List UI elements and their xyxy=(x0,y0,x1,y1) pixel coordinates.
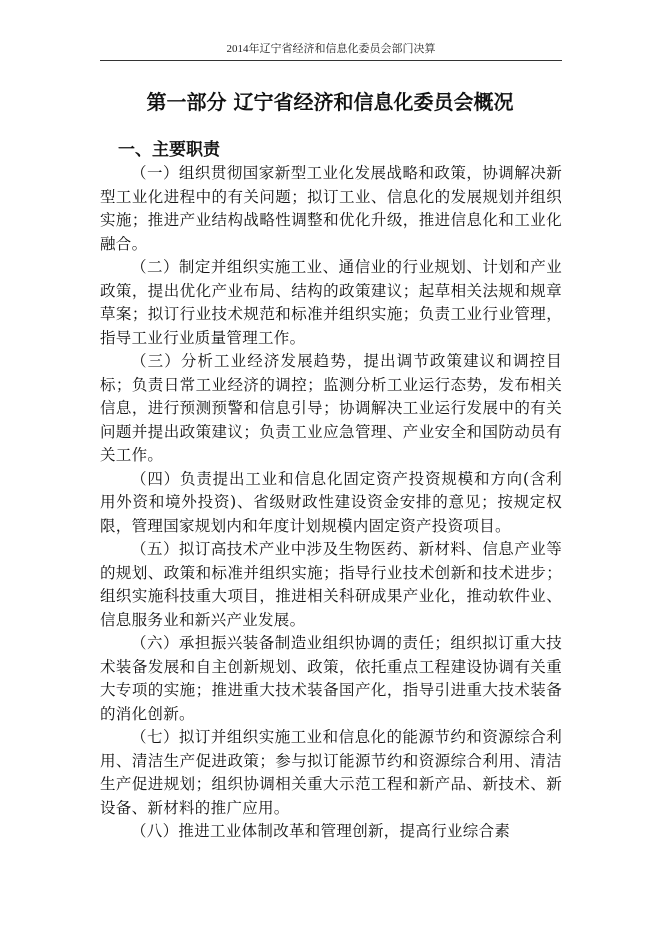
page-header: 2014年辽宁省经济和信息化委员会部门决算 xyxy=(226,43,436,55)
header-divider xyxy=(100,60,562,61)
duty-paragraph-5: （五）拟订高技术产业中涉及生物医药、新材料、信息产业等的规划、政策和标准并组织实施；指导行业技术创新和技术进步；组织实施科技重大项目，推进相关科研成果产业化，推动软件业、信息服务业和新兴产业发展。 xyxy=(100,540,562,629)
duty-paragraph-6: （六）承担振兴装备制造业组织协调的责任；组织拟订重大技术装备发展和自主创新规划、政策，依托重点工程建设协调有关重大专项的实施；推进重大技术装备国产化，指导引进重大技术装备的消化创新。 xyxy=(100,634,562,723)
duty-paragraph-1: （一）组织贯彻国家新型工业化发展战略和政策，协调解决新型工业化进程中的有关问题；拟订工业、信息化的发展规划并组织实施；推进产业结构战略性调整和优化升级，推进信息化和工业化融合。 xyxy=(100,164,562,253)
section-heading: 一、主要职责 xyxy=(118,140,220,160)
duty-paragraph-2: （二）制定并组织实施工业、通信业的行业规划、计划和产业政策，提出优化产业布局、结构的政策建议；起草相关法规和规章草案；拟订行业技术规范和标准并组织实施；负责工业行业管理，指导工业行业质量管理工作。 xyxy=(100,258,562,347)
duty-paragraph-7: （七）拟订并组织实施工业和信息化的能源节约和资源综合利用、清洁生产促进政策；参与拟订能源节约和资源综合利用、清洁生产促进规划；组织协调相关重大示范工程和新产品、新技术、新设备、新材料的推广应用。 xyxy=(100,728,562,817)
duty-paragraph-8: （八）推进工业体制改革和管理创新，提高行业综合素 xyxy=(131,822,511,840)
page-title: 第一部分 辽宁省经济和信息化委员会概况 xyxy=(146,90,514,114)
document-body xyxy=(100,162,562,844)
duty-paragraph-4: （四）负责提出工业和信息化固定资产投资规模和方向(含利用外资和境外投资)、省级财政性建设资金安排的意见；按规定权限，管理国家规划内和年度计划规模内固定资产投资项目。 xyxy=(100,469,562,535)
duty-paragraph-3: （三）分析工业经济发展趋势，提出调节政策建议和调控目标；负责日常工业经济的调控；监测分析工业运行态势，发布相关信息，进行预测预警和信息引导；协调解决工业运行发展中的有关问题并提出政策建议；负责工业应急管理、产业安全和国防动员有关工作。 xyxy=(100,352,562,464)
